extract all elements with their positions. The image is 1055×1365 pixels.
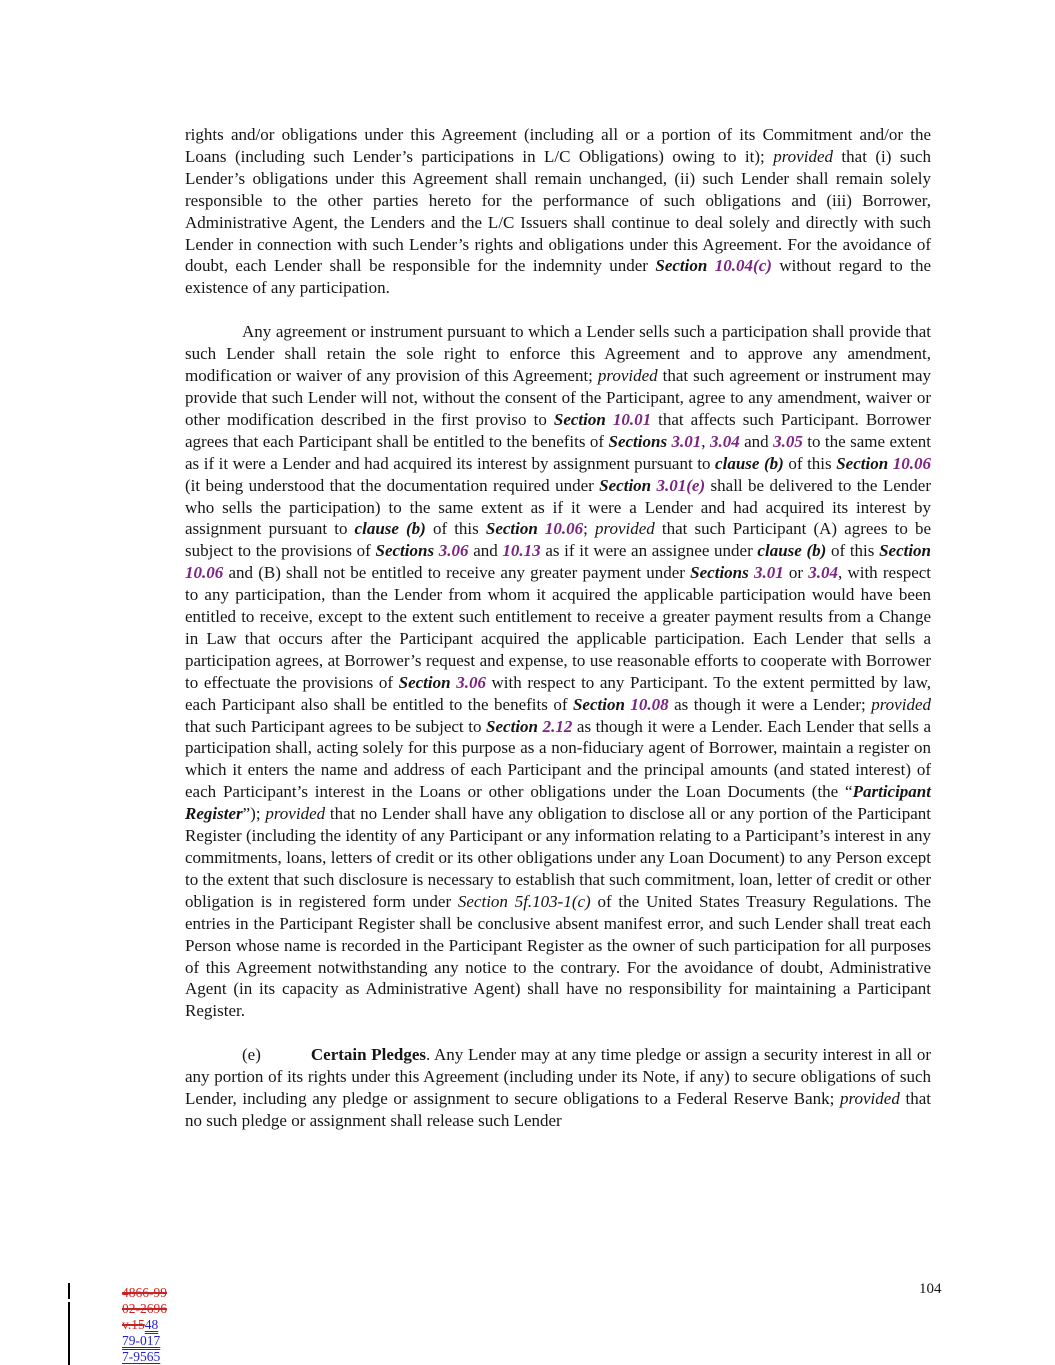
text-run: 3.06 <box>438 541 469 561</box>
document-id-footer <box>122 1285 167 1365</box>
text-run: with respect to any Participant. To the extent permitted by law, each Participant also shall be entitled to the benefits of <box>185 672 931 714</box>
text-run: 3.05 <box>773 431 803 451</box>
text-run: provided <box>840 1089 900 1109</box>
text-run: Any agreement or instrument pursuant to which a Lender sells such a participation shall provide that such Lender shall retain the sole right to enforce this Agreement and to approve any amendment, modification or waiver of any provision of this Agreement; <box>185 322 931 386</box>
text-run: 3.06 <box>456 672 486 692</box>
text-run: 7-9565 <box>122 1349 161 1364</box>
text-run: 3.01 <box>671 431 702 451</box>
text-run: Participant Register <box>185 782 931 824</box>
text-run: Sections <box>690 563 754 583</box>
text-run: 3.01(e) <box>656 475 706 495</box>
text-run: 10.13 <box>502 541 541 561</box>
text-run: rights and/or obligations under this Agreement (including all or a portion of its Commitment and/or the Loans (including such Lender’s participations in L/C Obligations) owing to it); <box>185 125 931 166</box>
text-run: clause (b) <box>757 541 827 561</box>
text-run: of the United States Treasury Regulations. The entries in the Participant Register shall be conclusive absent manifest error, and such Lender shall treat each Person whose name is recorded in the Participant Register as the owner of such participation for all purposes of this Agreement notwithstanding any notice to the contrary. For the avoidance of doubt, Administrative Agent (in its capacity as Administrative Agent) shall have no responsibility for maintaining a Participant Register. <box>185 891 931 1021</box>
text-run: 48 <box>144 1317 159 1332</box>
text-run: to the same extent as if it were a Lender and had acquired its interest by assignment pursuant to <box>185 431 932 473</box>
text-run: 79-017 <box>122 1333 161 1348</box>
text-run: 3.04 <box>709 431 740 451</box>
text-run: and <box>739 431 774 451</box>
paragraph-certain-pledges <box>185 1044 931 1132</box>
paragraph-assignment-continuation <box>185 124 931 299</box>
text-run: Sections <box>608 431 672 451</box>
text-run: as though it were a Lender; <box>668 694 872 714</box>
text-run: (e) <box>242 1045 261 1065</box>
text-run: that such agreement or instrument may provide that such Lender will not, without the consent of the Participant, agree to any amendment, waiver or other modification described in the first proviso to <box>185 366 931 429</box>
text-run: Section <box>836 453 893 473</box>
text-run: ”); <box>242 804 266 824</box>
text-run: (it being understood that the documentation required under <box>185 475 600 495</box>
text-run: that (i) such Lender’s obligations under this Agreement shall remain unchanged, (ii) such Lender shall remain solely responsible to the other parties hereto for the performance of such obligations and (iii) Borrower, Administrative Agent, the Lenders and the L/C Issuers shall continue to deal solely and directly with such Lender in connection with such Lender’s rights and obligations under this Agreement. For the avoidance of doubt, each Lender shall be responsible for the indemnity under <box>185 146 931 276</box>
text-run: clause (b) <box>354 519 426 539</box>
text-run: provided <box>773 146 833 166</box>
text-run: 3.01 <box>753 563 784 583</box>
change-bar <box>68 1302 70 1365</box>
text-run: Section <box>398 672 457 692</box>
text-run: Section <box>485 519 545 539</box>
text-run: Section 5f.103-1(c) <box>457 891 591 911</box>
text-run: 10.06 <box>544 519 584 539</box>
text-run: Section <box>599 475 657 495</box>
text-run: . Any Lender may at any time pledge or assign a security interest in all or any portion of its rights under this Agreement (including under its Note, if any) to secure obligations of such Lender, including any pledge or assignment to secure obligations to a Federal Reserve Bank; <box>185 1045 931 1109</box>
text-run: 10.06 <box>185 563 224 583</box>
text-run: Sections <box>375 541 439 561</box>
text-run: clause (b) <box>715 453 784 473</box>
text-run: as if it were an assignee under <box>540 541 758 561</box>
text-run: 10.06 <box>892 453 931 473</box>
paragraph-participations <box>185 321 931 1022</box>
text-run: Section <box>553 409 613 429</box>
text-run: and (B) shall not be entitled to receive any greater payment under <box>223 563 691 583</box>
text-run: Section <box>486 716 543 736</box>
text-run: of this <box>826 541 880 561</box>
text-run: provided <box>594 519 655 539</box>
document-id-line <box>122 1317 167 1333</box>
text-run: 4866-99 <box>122 1285 167 1300</box>
text-run: 3.04 <box>808 563 838 583</box>
document-body <box>185 124 931 1132</box>
text-run: of this <box>783 453 837 473</box>
change-bar <box>68 1283 70 1299</box>
text-run: Certain Pledges <box>310 1045 427 1065</box>
document-id-line <box>122 1333 167 1349</box>
text-run: v.15 <box>122 1317 145 1332</box>
text-run: or <box>783 563 809 583</box>
document-id-line <box>122 1349 167 1365</box>
text-run: ; <box>583 519 595 539</box>
text-run: provided <box>597 366 658 386</box>
text-run: that such Participant agrees to be subject to <box>185 716 487 736</box>
text-run: and <box>468 541 503 561</box>
text-run: shall be delivered to the Lender who sells the participation) to the same extent as if it were a Lender and had acquired its interest by assignment pursuant to <box>185 475 931 539</box>
text-run: provided <box>871 694 931 714</box>
text-run: of this <box>425 519 486 539</box>
text-run: Section <box>655 256 715 276</box>
text-run: as though it were a Lender. Each Lender that sells a participation shall, acting solely for this purpose as a non-fiduciary agent of Borrower, maintain a register on which it enters the name and address of each Participant and the principal amounts (and stated interest) of each Participant’s interest in the Loans or other obligations under the Loan Documents (the “ <box>185 716 932 802</box>
text-run: 2.12 <box>542 716 573 736</box>
document-id-line <box>122 1301 167 1317</box>
text-run: without regard to the existence of any participation. <box>185 256 931 298</box>
text-run: 02-2696 <box>122 1301 167 1316</box>
text-run: 10.01 <box>612 409 652 429</box>
text-run: provided <box>265 804 326 824</box>
text-run: that such Participant (A) agrees to be subject to the provisions of <box>185 519 932 561</box>
text-run: 10.04(c) <box>714 256 772 276</box>
text-run: , <box>701 431 710 451</box>
text-run: Section <box>572 694 631 714</box>
text-run: that no such pledge or assignment shall release such Lender <box>185 1089 931 1130</box>
document-id-line <box>122 1285 167 1301</box>
text-run: , with respect to any participation, than the Lender from whom it acquired the applicable participation would have been entitled to receive, except to the extent such entitlement to receive a greater payment results from a Change in Law that occurs after the Participant acquired the applicable participation. Each Lender that sells a participation agrees, at Borrower’s request and expense, to use reasonable efforts to cooperate with Borrower to effectuate the provisions of <box>185 563 932 692</box>
text-run: that no Lender shall have any obligation to disclose all or any portion of the Participant Register (including the identity of any Participant or any information relating to a Participant’s interest in any commitments, loans, letters of credit or its other obligations under any Loan Document) to any Person except to the extent that such disclosure is necessary to establish that such commitment, loan, letter of credit or other obligation is in registered form under <box>185 804 931 911</box>
page-number: 104 <box>919 1281 942 1297</box>
text-run: that affects such Participant. Borrower agrees that each Participant shall be entitled to the benefits of <box>185 409 931 451</box>
text-run: Section <box>879 541 932 561</box>
text-run: 10.08 <box>630 694 669 714</box>
